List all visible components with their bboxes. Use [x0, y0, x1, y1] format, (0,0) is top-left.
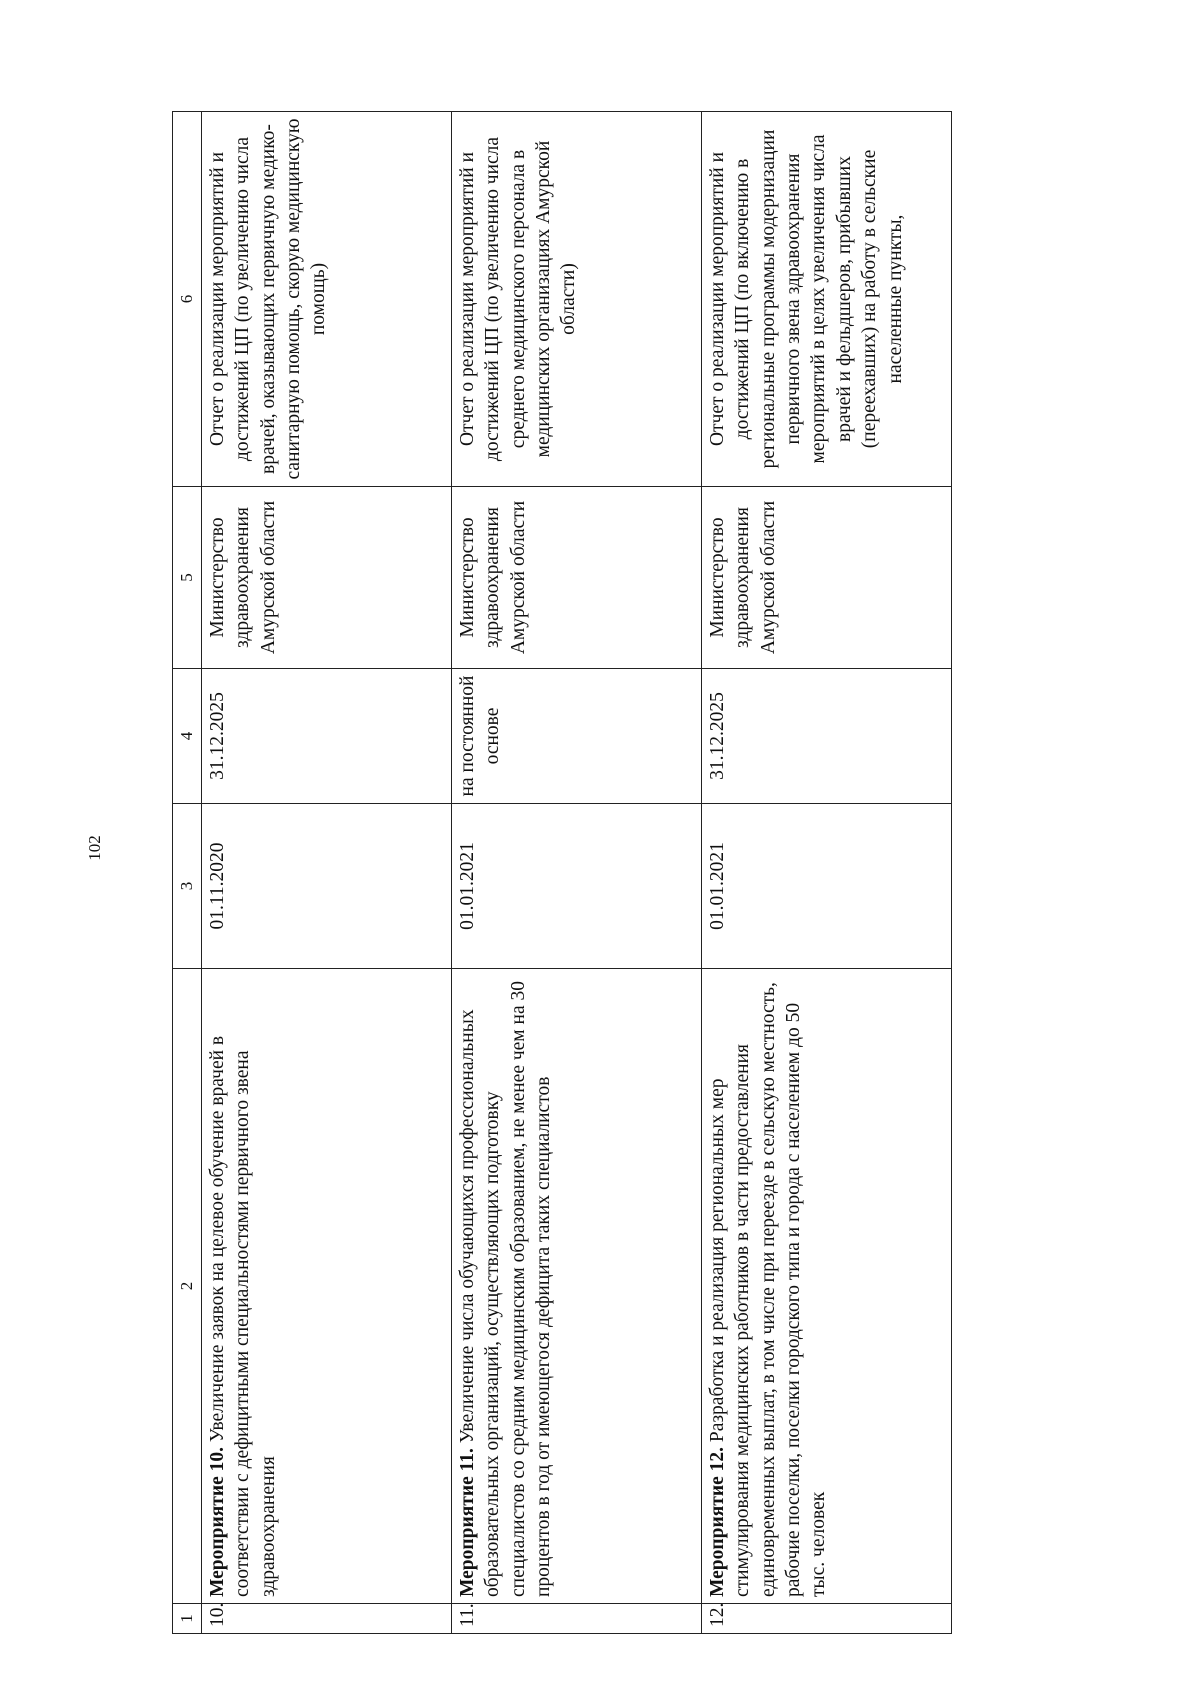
measure-description	[452, 969, 702, 1604]
measure-title: Мероприятие 11.	[457, 1448, 479, 1597]
table-row	[452, 112, 702, 1634]
start-date: 01.01.2021	[702, 804, 952, 969]
table-header-row	[173, 112, 202, 1634]
table-row	[702, 112, 952, 1634]
header-col-4: 4	[173, 669, 202, 804]
measures-table	[172, 111, 952, 1634]
end-date: 31.12.2025	[202, 669, 452, 804]
header-col-6: 6	[173, 112, 202, 487]
result: Отчет о реализации мероприятий и достижений ЦП (по увеличению числа среднего медицинского персонала в медицинских организациях Амурской области)	[452, 112, 702, 487]
header-col-2: 2	[173, 969, 202, 1604]
header-col-1: 1	[173, 1604, 202, 1634]
row-number: 12.	[702, 1604, 952, 1634]
measure-text: Увеличение числа обучающихся профессиональных образовательных организаций, осуществляющих подготовку специалистов со средним медицинским образованием, не менее чем на 30 процентов в год от имеющегося дефицита таких специалистов	[457, 981, 555, 1597]
end-date: 31.12.2025	[702, 669, 952, 804]
table-rotated-content	[172, 112, 1117, 1634]
measure-title: Мероприятие 10.	[207, 1447, 229, 1597]
executor: Министерство здравоохранения Амурской области	[452, 487, 702, 669]
row-number: 10.	[202, 1604, 452, 1634]
row-number: 11.	[452, 1604, 702, 1634]
measure-description	[702, 969, 952, 1604]
measure-text: Разработка и реализация региональных мер стимулирования медицинских работников в части предоставления единовременных выплат, в том числе при переезде в сельскую местность, рабочие поселки, поселки городского типа и города с населением до 50 тыс. человек	[707, 982, 830, 1597]
executor: Министерство здравоохранения Амурской области	[202, 487, 452, 669]
page-number: 102	[85, 835, 104, 861]
measure-text: Увеличение заявок на целевое обучение врачей в соответствии с дефицитными специальностями первичного звена здравоохранения	[207, 1035, 279, 1597]
table-row	[202, 112, 452, 1634]
start-date: 01.11.2020	[202, 804, 452, 969]
end-date: на постоянной основе	[452, 669, 702, 804]
table-rotation-frame	[172, 112, 1200, 1627]
start-date: 01.01.2021	[452, 804, 702, 969]
header-col-5: 5	[173, 487, 202, 669]
measure-description	[202, 969, 452, 1604]
header-col-3: 3	[173, 804, 202, 969]
executor: Министерство здравоохранения Амурской области	[702, 487, 952, 669]
result: Отчет о реализации мероприятий и достижений ЦП (по включению в региональные программы модернизации первичного звена здравоохранения мероприятий в целях увеличения числа врачей и фельдшеров, прибывших (переехавших) на работу в сельские населенные пункты,	[702, 112, 952, 487]
measure-title: Мероприятие 12.	[707, 1447, 729, 1597]
result: Отчет о реализации мероприятий и достижений ЦП (по увеличению числа врачей, оказывающих первичную медико-санитарную помощь, скорую медицинскую помощь)	[202, 112, 452, 487]
